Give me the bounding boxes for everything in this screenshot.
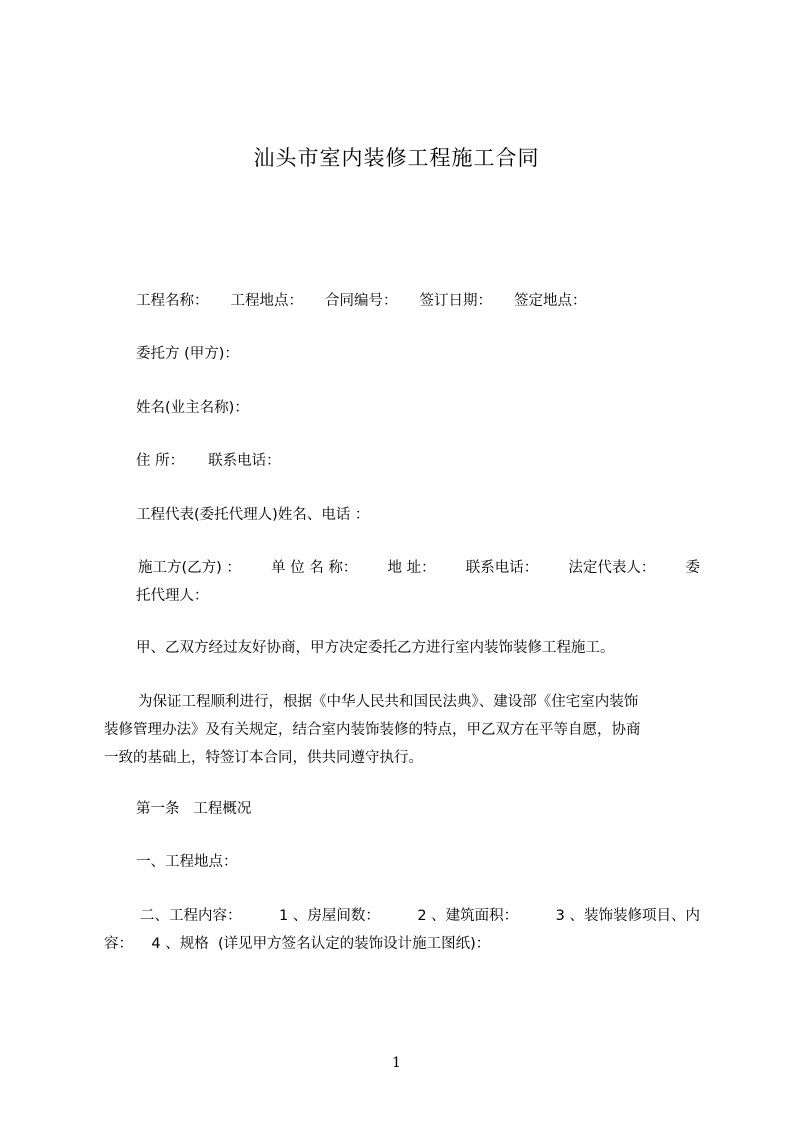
item-2-label: 二、工程内容： <box>140 908 242 924</box>
article-1-heading: 第一条 工程概况 <box>136 801 252 817</box>
item-2-block <box>104 902 700 958</box>
item-2-projects: 3 、装饰装修项目、内 <box>555 908 700 924</box>
page-title: 汕头市室内装修工程施工合同 <box>253 146 540 170</box>
party-b-agent: 托代理人： <box>136 588 209 604</box>
party-b-block <box>104 554 700 610</box>
item-2-spec: 容： 4 、规格 (详见甲方签名认定的装饰设计施工图纸)： <box>104 936 491 952</box>
party-b-unit-name: 单 位 名 称： <box>271 560 358 576</box>
field-phone: 联系电话： <box>208 453 281 469</box>
party-b-legal-rep: 法定代表人： <box>568 560 656 576</box>
field-address: 住 所： <box>136 453 185 469</box>
owner-name-line: 姓名(业主名称)： <box>136 400 249 416</box>
item-2-rooms: 1 、房屋间数： <box>278 908 380 924</box>
party-b-phone: 联系电话： <box>465 560 539 576</box>
party-a-line: 委托方 (甲方)： <box>136 346 239 362</box>
purpose-line-1: 为保证工程顺利进行，根据《中华人民共和国民法典》、建设部《住宅室内装饰 <box>138 694 639 710</box>
field-project-location: 工程地点： <box>230 293 303 309</box>
item-1-line: 一、工程地点： <box>136 854 238 870</box>
header-fields-line <box>104 287 732 315</box>
party-b-address: 地 址： <box>387 560 436 576</box>
representative-line: 工程代表(委托代理人)姓名、电话 ： <box>136 507 370 523</box>
item-2-area: 2 、建筑面积： <box>417 908 519 924</box>
intro-line: 甲、乙双方经过友好协商，甲方决定委托乙方进行室内装饰装修工程施工。 <box>136 640 615 656</box>
purpose-line-2: 装修管理办法》及有关规定，结合室内装饰装修的特点，甲乙双方在平等自愿，协商 <box>104 722 641 738</box>
field-project-name: 工程名称： <box>136 293 209 309</box>
party-b-label: 施工方(乙方) ： <box>138 560 241 576</box>
page-number: 1 <box>392 1055 401 1071</box>
purpose-line-3: 一致的基础上，特签订本合同，供共同遵守执行。 <box>104 750 423 766</box>
address-phone-line <box>104 447 732 475</box>
purpose-paragraph <box>104 688 700 772</box>
field-signing-date: 签订日期： <box>419 293 492 309</box>
party-b-agent-start: 委 <box>685 560 700 576</box>
field-contract-number: 合同编号： <box>325 293 398 309</box>
field-signing-place: 签定地点： <box>514 293 587 309</box>
